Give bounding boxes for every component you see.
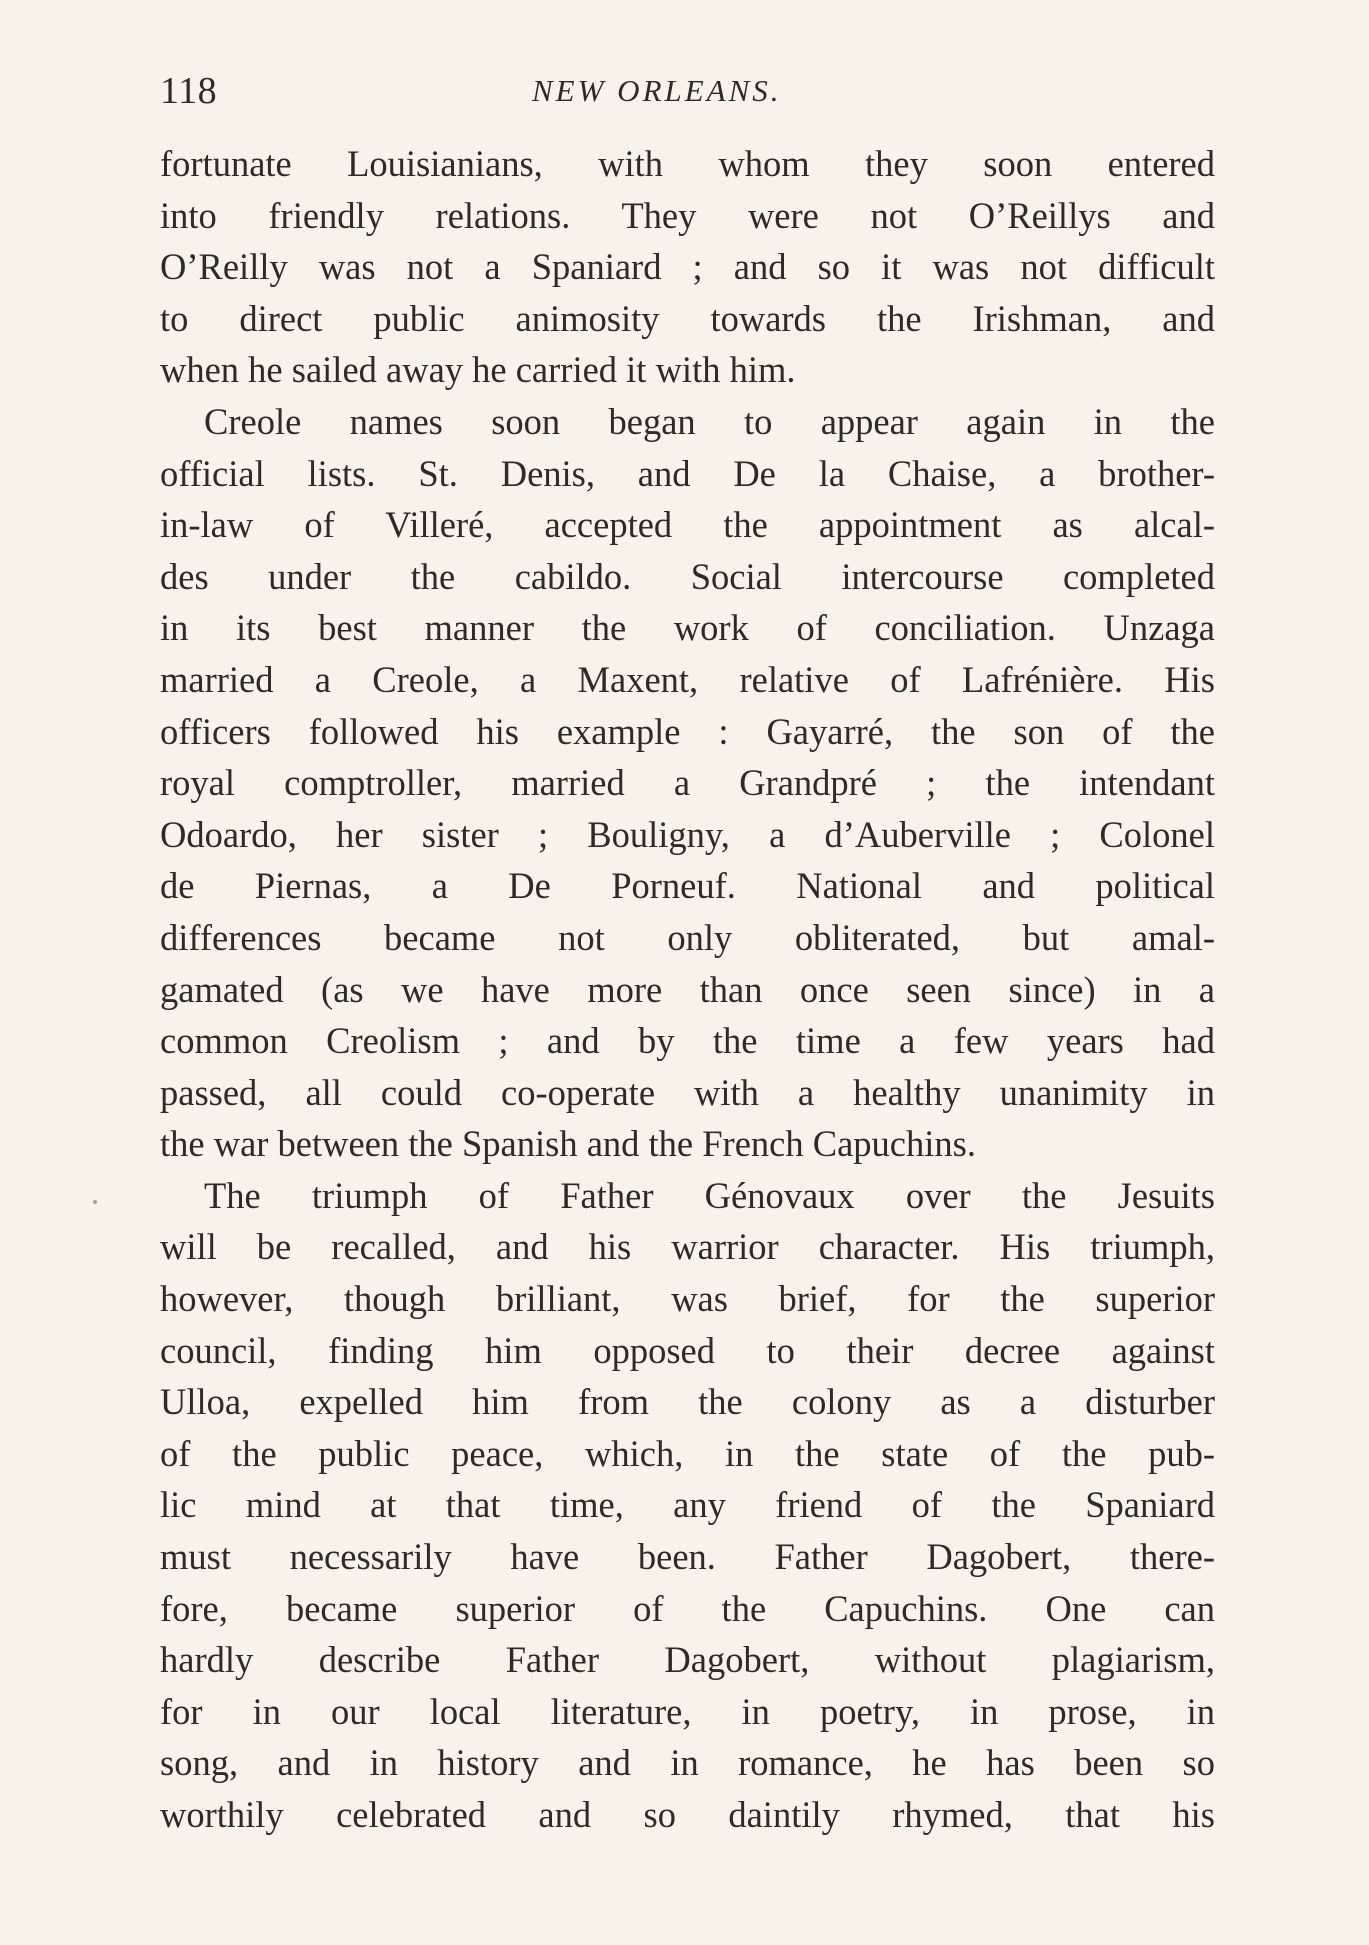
text-line: fore, became superior of the Capuchins. One can — [160, 1587, 1215, 1629]
text-line: to direct public animosity towards the Irishman, and — [160, 297, 1215, 339]
running-title: NEW ORLEANS. — [532, 73, 782, 108]
paragraph-start-line: The triumph of Father Génovaux over the Jesuits — [204, 1174, 1215, 1216]
text-line: lic mind at that time, any friend of the Spaniard — [160, 1484, 1215, 1526]
text-line: council, finding him opposed to their decree against — [160, 1329, 1215, 1371]
text-line: married a Creole, a Maxent, relative of Lafrénière. His — [160, 658, 1215, 700]
text-line: in-law of Villeré, accepted the appointment as alcal- — [160, 504, 1215, 546]
text-line: song, and in history and in romance, he has been so — [160, 1742, 1215, 1784]
text-line: gamated (as we have more than once seen since) in a — [160, 968, 1215, 1010]
text-line: however, though brilliant, was brief, for the superior — [160, 1278, 1215, 1320]
paragraph-start-line: Creole names soon began to appear again in the — [204, 400, 1215, 442]
page-header — [160, 56, 1220, 126]
text-line: the war between the Spanish and the French Capuchins. — [160, 1123, 976, 1165]
text-line: officers followed his example : Gayarré, the son of the — [160, 710, 1215, 752]
text-line: when he sailed away he carried it with him. — [160, 349, 796, 391]
text-line: differences became not only obliterated, but amal- — [160, 916, 1215, 958]
text-line: must necessarily have been. Father Dagobert, there- — [160, 1536, 1215, 1578]
text-line: into friendly relations. They were not O’Reillys and — [160, 194, 1215, 236]
text-line: worthily celebrated and so daintily rhymed, that his — [160, 1794, 1215, 1835]
text-line: de Piernas, a De Porneuf. National and political — [160, 865, 1215, 907]
text-line: in its best manner the work of conciliation. Unzaga — [160, 607, 1215, 649]
text-line: passed, all could co-operate with a healthy unanimity in — [160, 1071, 1215, 1113]
text-line: Ulloa, expelled him from the colony as a disturber — [160, 1381, 1215, 1423]
text-line: royal comptroller, married a Grandpré ; the intendant — [160, 762, 1215, 804]
text-line: O’Reilly was not a Spaniard ; and so it was not difficult — [160, 246, 1215, 288]
text-line: official lists. St. Denis, and De la Chaise, a brother- — [160, 452, 1215, 494]
text-line: des under the cabildo. Social intercourse completed — [160, 555, 1215, 597]
page-number: 118 — [160, 70, 218, 112]
text-line: will be recalled, and his warrior character. His triumph, — [160, 1226, 1215, 1268]
body-text — [160, 138, 1215, 1841]
text-line: Odoardo, her sister ; Bouligny, a d’Auberville ; Colonel — [160, 813, 1215, 855]
text-line: hardly describe Father Dagobert, without plagiarism, — [160, 1639, 1215, 1681]
text-line: common Creolism ; and by the time a few years had — [160, 1020, 1215, 1062]
text-line: of the public peace, which, in the state of the pub- — [160, 1432, 1215, 1474]
text-line: fortunate Louisianians, with whom they soon entered — [160, 143, 1215, 184]
margin-speck — [93, 1200, 97, 1204]
text-line: for in our local literature, in poetry, in prose, in — [160, 1690, 1215, 1732]
